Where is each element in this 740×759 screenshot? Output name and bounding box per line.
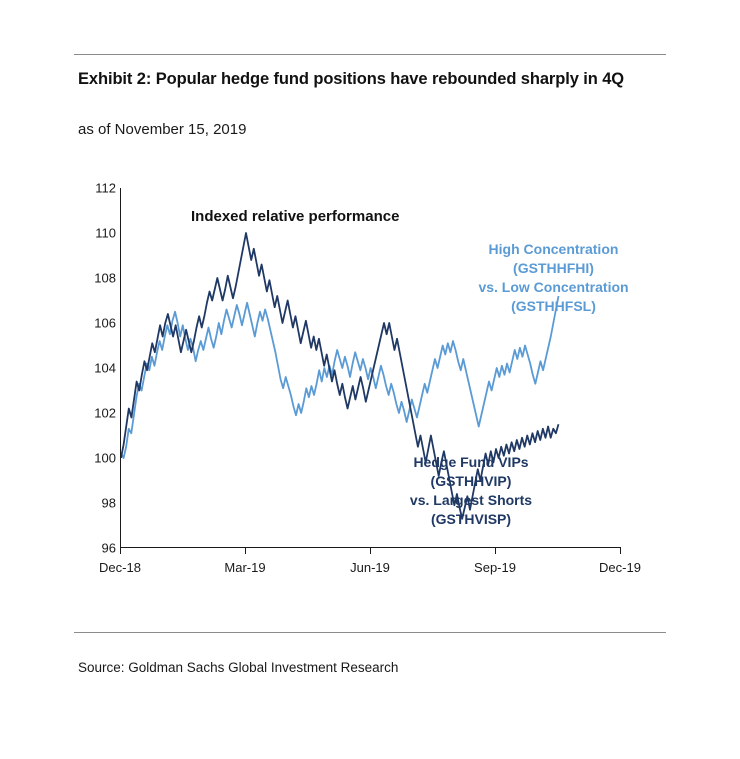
y-tick-label: 110 [95,225,116,241]
plot-title: Indexed relative performance [191,208,400,225]
y-tick-label: 98 [101,495,116,511]
x-tick-label: Sep-19 [474,560,516,575]
annotation-line: vs. Low Concentration [478,278,629,295]
top-divider [74,54,666,55]
x-tick-label: Jun-19 [350,560,390,575]
source-note: Source: Goldman Sachs Global Investment Research [78,660,399,675]
annotation-line: (GSTHVISP) [430,510,512,527]
y-tick-label: 112 [95,180,116,196]
page-subtitle: as of November 15, 2019 [78,121,247,138]
bottom-divider [74,632,666,633]
y-tick-label: 108 [94,270,116,286]
annotation-line: (GSTHHFHI) [513,259,594,276]
annotation-line: Hedge Fund VIPs [413,454,529,470]
x-tick-label: Dec-18 [99,560,141,575]
y-tick-label: 102 [94,405,116,421]
page-title: Exhibit 2: Popular hedge fund positions have rebounded sharply in 4Q [78,70,625,88]
annotation-line: High Concentration [488,241,619,257]
x-axis-labels [99,554,641,578]
x-tick-label: Mar-19 [224,560,266,575]
annotation-vips-vs-shorts [371,453,571,529]
line-high-low-concentration [121,296,559,458]
y-tick-label: 100 [94,450,116,466]
plot-frame [120,188,629,548]
x-tick-mark [120,547,121,554]
annotation-line: (GSTHHFSL) [511,297,596,314]
annotation-high-low-concentration [451,240,656,316]
y-tick-label: 104 [94,360,116,376]
y-tick-label: 96 [101,540,116,556]
x-tick-mark [245,547,246,554]
annotation-line: (GSTHHVIP) [430,472,512,489]
annotation-line: vs. Largest Shorts [409,491,533,508]
y-tick-label: 106 [94,315,116,331]
x-tick-mark [495,547,496,554]
x-tick-mark [620,547,621,554]
x-tick-label: Dec-19 [599,560,641,575]
y-axis-labels [78,178,116,558]
chart-container [78,178,668,578]
x-tick-mark [370,547,371,554]
